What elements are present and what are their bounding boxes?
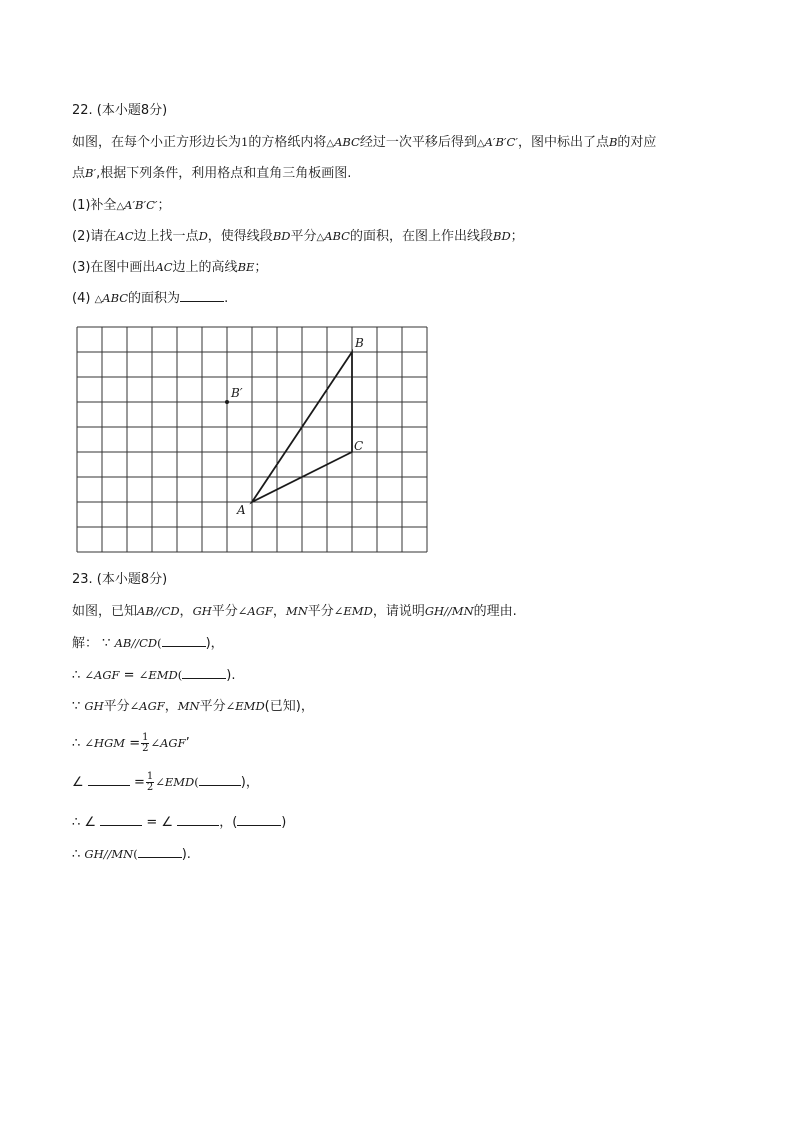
q22-intro-line1: 如图，在每个小正方形边长为1的方格纸内将△ABC经过一次平移后得到△A′B′C′，图中标出了点B的对应 [72, 135, 657, 150]
q23-solution-line2: ∴ ∠AGF = ∠EMD( ). [72, 668, 236, 683]
q22-item-1: (1)补全△A′B′C′； [72, 198, 171, 213]
reason-blank-4[interactable] [237, 813, 281, 826]
q22-header: 22. (本小题8分) [72, 103, 168, 118]
q22-item-2: (2)请在AC边上找一点D，使得线段BD平分△ABC的面积，在图上作出线段BD； [72, 229, 524, 244]
label-bprime: B′ [231, 386, 243, 400]
angle-blank-left[interactable] [100, 813, 142, 826]
reason-blank-1[interactable] [162, 634, 206, 647]
q23-solution-line7: ∴ GH//MN( ). [72, 847, 191, 862]
label-a: A [237, 503, 246, 517]
angle-blank[interactable] [88, 773, 130, 786]
point-bprime [225, 400, 229, 404]
q23-solution-line3: ∵ GH平分∠AGF，MN平分∠EMD(已知)， [72, 699, 314, 714]
angle-blank-right[interactable] [177, 813, 219, 826]
q23-solution-line1: 解： ∵ AB//CD( )， [72, 636, 224, 651]
reason-blank-2[interactable] [182, 666, 226, 679]
reason-blank-3[interactable] [199, 773, 241, 786]
label-b: B [355, 336, 364, 350]
label-c: C [354, 439, 364, 453]
q22-item-4: (4) △ABC的面积为 . [72, 291, 229, 306]
q22-intro-line2: 点B′,根据下列条件，利用格点和直角三角板画图. [72, 166, 352, 181]
q23-intro: 如图，已知AB//CD，GH平分∠AGF，MN平分∠EMD，请说明GH//MN的理由. [72, 604, 517, 619]
q23-solution-line4: ∴ ∠HGM = $\frac{1}{2}$ ∠AGF’ [72, 732, 190, 754]
q23-solution-line5: ∠ = $\frac{1}{2}$ ∠EMD( )， [72, 771, 259, 793]
reason-blank-5[interactable] [138, 845, 182, 858]
triangle-symbol: △ [326, 138, 335, 149]
q23-solution-line6: ∴ ∠ = ∠ ，( ) [72, 815, 287, 830]
q23-header: 23. (本小题8分) [72, 572, 168, 587]
grid-lines [77, 327, 427, 552]
q22-item-3: (3)在图中画出AC边上的高线BE； [72, 260, 268, 275]
